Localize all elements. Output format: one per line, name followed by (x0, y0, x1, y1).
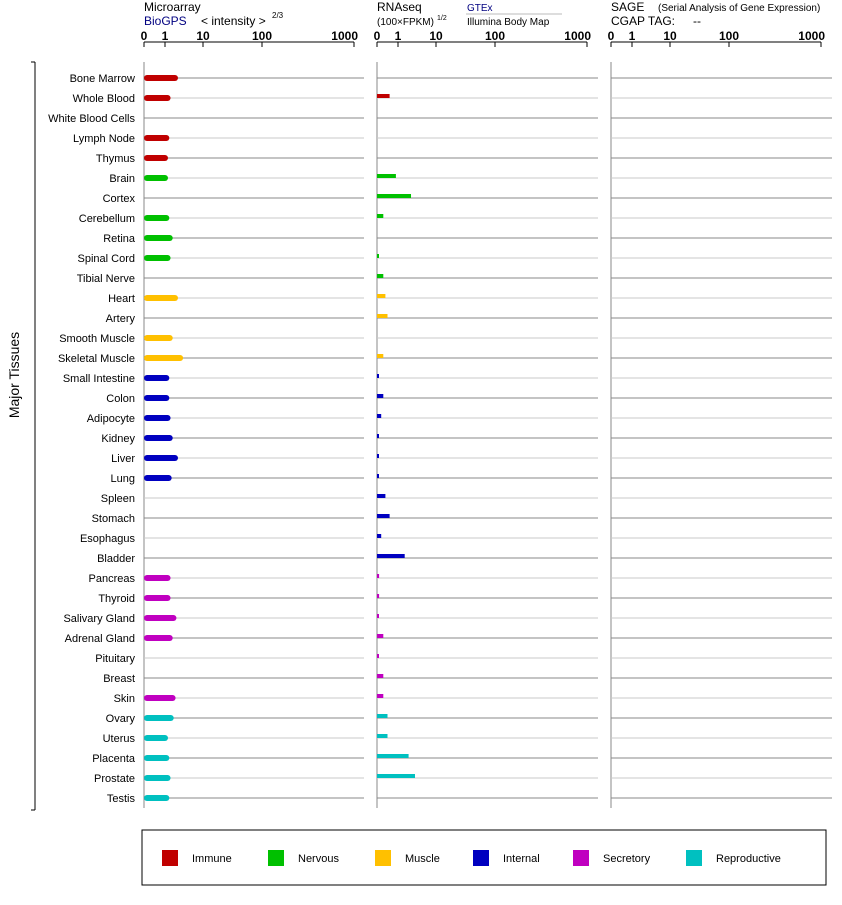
rnaseq-ibm-bar (377, 254, 379, 258)
rnaseq-ibm-bar (377, 274, 383, 278)
legend-swatch-reproductive (686, 850, 702, 866)
sage-title: SAGE (611, 0, 645, 14)
tissue-label: Prostate (94, 773, 135, 785)
legend-label-reproductive: Reproductive (716, 853, 781, 865)
biogps-link[interactable]: BioGPS (144, 14, 187, 28)
legend-label-immune: Immune (192, 853, 232, 865)
tissue-label: Adipocyte (86, 413, 135, 425)
rnaseq-ibm-bar (377, 574, 379, 578)
rnaseq-tick-label: 10 (429, 29, 443, 43)
rnaseq-ibm-bar (377, 594, 379, 598)
tissue-label: Uterus (102, 733, 135, 745)
rnaseq-tick-label: 1000 (564, 29, 591, 43)
microarray-tick-label: 1000 (331, 29, 358, 43)
microarray-title: Microarray (144, 0, 201, 14)
tissue-label: Lymph Node (73, 133, 135, 145)
legend-label-nervous: Nervous (298, 853, 339, 865)
intensity-exponent: 2/3 (272, 11, 284, 20)
tissue-label: Skeletal Muscle (57, 353, 135, 365)
microarray-bar (144, 375, 169, 381)
rnaseq-ibm-bar (377, 414, 381, 418)
rnaseq-ibm-bar (377, 374, 379, 378)
microarray-tick-label: 0 (140, 29, 148, 43)
sage-tick-label: 10 (663, 29, 677, 43)
rnaseq-ibm-bar (377, 354, 383, 358)
microarray-bar (144, 335, 173, 341)
tissue-label: Spleen (100, 493, 135, 505)
tissue-label: Artery (105, 313, 135, 325)
rnaseq-ibm-bar (377, 434, 379, 438)
rnaseq-ibm-bar (377, 634, 383, 638)
cgap-tag-value: -- (693, 14, 701, 28)
microarray-bar (144, 595, 171, 601)
microarray-bar (144, 155, 168, 161)
legend-swatch-secretory (573, 850, 589, 866)
tissue-label: Testis (106, 793, 135, 805)
rnaseq-ibm-bar (377, 674, 383, 678)
tissue-label: Salivary Gland (63, 613, 135, 625)
tissue-label: White Blood Cells (48, 113, 135, 125)
tissue-label: Colon (106, 393, 135, 405)
illumina-body-map-label: Illumina Body Map (467, 17, 550, 28)
microarray-bar (144, 635, 173, 641)
microarray-bar (144, 95, 171, 101)
rnaseq-ibm-bar (377, 554, 405, 558)
tissue-label: Thymus (95, 153, 135, 165)
legend-swatch-internal (473, 850, 489, 866)
tissue-label: Brain (109, 173, 135, 185)
legend-swatch-immune (162, 850, 178, 866)
tissue-label: Whole Blood (72, 93, 135, 105)
tissue-label: Bladder (97, 553, 135, 565)
microarray-bar (144, 215, 169, 221)
microarray-bar (144, 615, 176, 621)
gtex-link[interactable]: GTEx (467, 3, 493, 14)
rnaseq-tick-label: 0 (373, 29, 381, 43)
microarray-bar (144, 75, 178, 81)
microarray-tick-label: 10 (196, 29, 210, 43)
rnaseq-ibm-bar (377, 174, 396, 178)
tissue-label: Retina (103, 233, 135, 245)
rnaseq-ibm-bar (377, 754, 409, 758)
rnaseq-ibm-bar (377, 394, 383, 398)
tissue-label: Cortex (102, 193, 135, 205)
rnaseq-ibm-bar (377, 494, 385, 498)
microarray-bar (144, 235, 173, 241)
cgap-tag-label: CGAP TAG: (611, 14, 676, 28)
tissue-label: Cerebellum (78, 213, 135, 225)
microarray-bar (144, 395, 169, 401)
microarray-bar (144, 175, 168, 181)
rnaseq-ibm-bar (377, 214, 383, 218)
rnaseq-tick-label: 100 (484, 29, 506, 43)
microarray-bar (144, 695, 176, 701)
tissue-label: Lung (110, 473, 135, 485)
microarray-bar (144, 795, 169, 801)
legend-label-secretory: Secretory (603, 853, 651, 865)
tissue-label: Adrenal Gland (64, 633, 135, 645)
rnaseq-ibm-bar (377, 714, 388, 718)
rnaseq-ibm-bar (377, 194, 411, 198)
rnaseq-ibm-bar (377, 294, 385, 298)
tissue-label: Skin (113, 693, 135, 705)
legend-swatch-nervous (268, 850, 284, 866)
microarray-bar (144, 135, 169, 141)
sage-subtitle: (Serial Analysis of Gene Expression) (658, 3, 821, 14)
tissue-label: Stomach (91, 513, 135, 525)
major-tissues-label: Major Tissues (6, 331, 22, 419)
intensity-label: < intensity > (201, 14, 266, 28)
rnaseq-ibm-bar (377, 654, 379, 658)
rnaseq-ibm-bar (377, 694, 383, 698)
rnaseq-ibm-bar (377, 314, 388, 318)
rnaseq-title: RNAseq (377, 0, 422, 14)
microarray-tick-label: 1 (161, 29, 169, 43)
microarray-tick-label: 100 (251, 29, 273, 43)
legend-label-muscle: Muscle (405, 853, 440, 865)
sage-tick-label: 1 (628, 29, 636, 43)
tissue-label: Spinal Cord (77, 253, 135, 265)
tissue-label: Esophagus (79, 533, 135, 545)
rnaseq-tick-label: 1 (394, 29, 402, 43)
rnaseq-unit: (100×FPKM) (377, 17, 434, 28)
tissue-label: Heart (108, 293, 135, 305)
microarray-bar (144, 435, 173, 441)
microarray-bar (144, 755, 169, 761)
microarray-bar (144, 715, 174, 721)
rnaseq-ibm-bar (377, 614, 379, 618)
microarray-bar (144, 255, 171, 261)
tissue-label: Placenta (92, 753, 135, 765)
microarray-bar (144, 475, 172, 481)
tissue-label: Pancreas (88, 573, 135, 585)
tissue-label: Kidney (101, 433, 135, 445)
tissue-label: Pituitary (95, 653, 135, 665)
rnaseq-ibm-bar (377, 734, 388, 738)
tissue-label: Small Intestine (62, 373, 135, 385)
microarray-bar (144, 775, 171, 781)
rnaseq-ibm-bar (377, 534, 381, 538)
tissue-label: Liver (111, 453, 135, 465)
tissue-label: Ovary (105, 713, 135, 725)
microarray-bar (144, 415, 171, 421)
rnaseq-ibm-bar (377, 774, 415, 778)
tissue-label: Thyroid (98, 593, 135, 605)
legend-swatch-muscle (375, 850, 391, 866)
tissue-label: Tibial Nerve (76, 273, 135, 285)
tissue-label: Bone Marrow (69, 73, 135, 85)
sage-tick-label: 0 (607, 29, 615, 43)
microarray-bar (144, 295, 178, 301)
microarray-bar (144, 455, 178, 461)
microarray-bar (144, 355, 183, 361)
rnaseq-ibm-bar (377, 454, 379, 458)
sage-tick-label: 100 (718, 29, 740, 43)
microarray-bar (144, 575, 171, 581)
rnaseq-ibm-bar (377, 474, 379, 478)
tissue-label: Smooth Muscle (59, 333, 135, 345)
tissue-label: Breast (103, 673, 135, 685)
sage-tick-label: 1000 (798, 29, 825, 43)
microarray-bar (144, 735, 168, 741)
legend-label-internal: Internal (503, 853, 540, 865)
rnaseq-ibm-bar (377, 514, 390, 518)
rnaseq-unit-exponent: 1/2 (437, 15, 447, 22)
rnaseq-gtex-bar (377, 94, 390, 98)
